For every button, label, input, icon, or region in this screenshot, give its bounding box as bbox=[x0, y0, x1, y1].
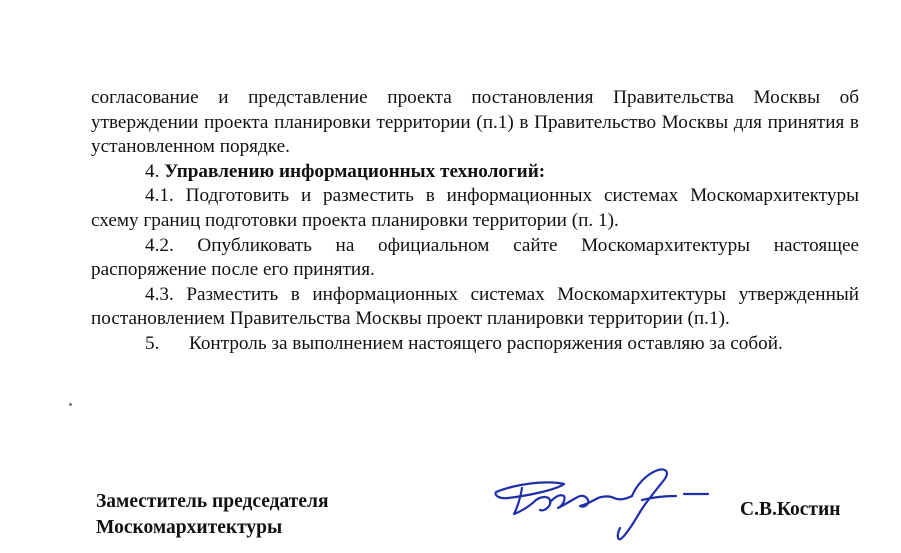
item-4-3-text: Разместить в информационных системах Москомархитектуры утвержденный постановлением Правительства Москвы проект планировки территории (п.1). bbox=[91, 283, 860, 330]
section-4-title: Управлению информационных технологий: bbox=[164, 160, 546, 182]
handwritten-signature bbox=[486, 466, 716, 552]
item-4-3 bbox=[91, 283, 859, 332]
item-4-3-number: 4.3. bbox=[145, 283, 174, 305]
item-4-2 bbox=[91, 234, 859, 283]
section-4-number: 4. bbox=[145, 160, 160, 182]
signer-title-line-1: Заместитель председателя bbox=[96, 491, 329, 512]
item-4-2-number: 4.2. bbox=[145, 234, 174, 256]
item-4-2-text: Опубликовать на официальном сайте Москомархитектуры настоящее распоряжение после его принятия. bbox=[91, 234, 860, 281]
signer-name: С.В.Костин bbox=[740, 499, 841, 520]
scan-speck bbox=[69, 403, 72, 406]
item-4-1-number: 4.1. bbox=[145, 185, 174, 207]
section-4-heading bbox=[91, 160, 859, 185]
section-5 bbox=[91, 332, 859, 357]
signer-title bbox=[96, 489, 329, 541]
intro-paragraph: согласование и представление проекта постановления Правительства Москвы об утверждении проекта планировки территории (п.1) в Правительство Москвы для принятия в установленном порядке. bbox=[91, 87, 859, 158]
section-5-number: 5. bbox=[145, 332, 160, 354]
section-5-text: Контроль за выполнением настоящего распоряжения оставляю за собой. bbox=[189, 332, 783, 354]
item-4-1-text: Подготовить и разместить в информационных системах Москомархитектуры схему границ подготовки проекта планировки территории (п. 1). bbox=[91, 185, 859, 231]
document-body bbox=[91, 86, 859, 357]
signer-title-line-2: Москомархитектуры bbox=[96, 517, 283, 538]
item-4-1 bbox=[91, 184, 859, 233]
